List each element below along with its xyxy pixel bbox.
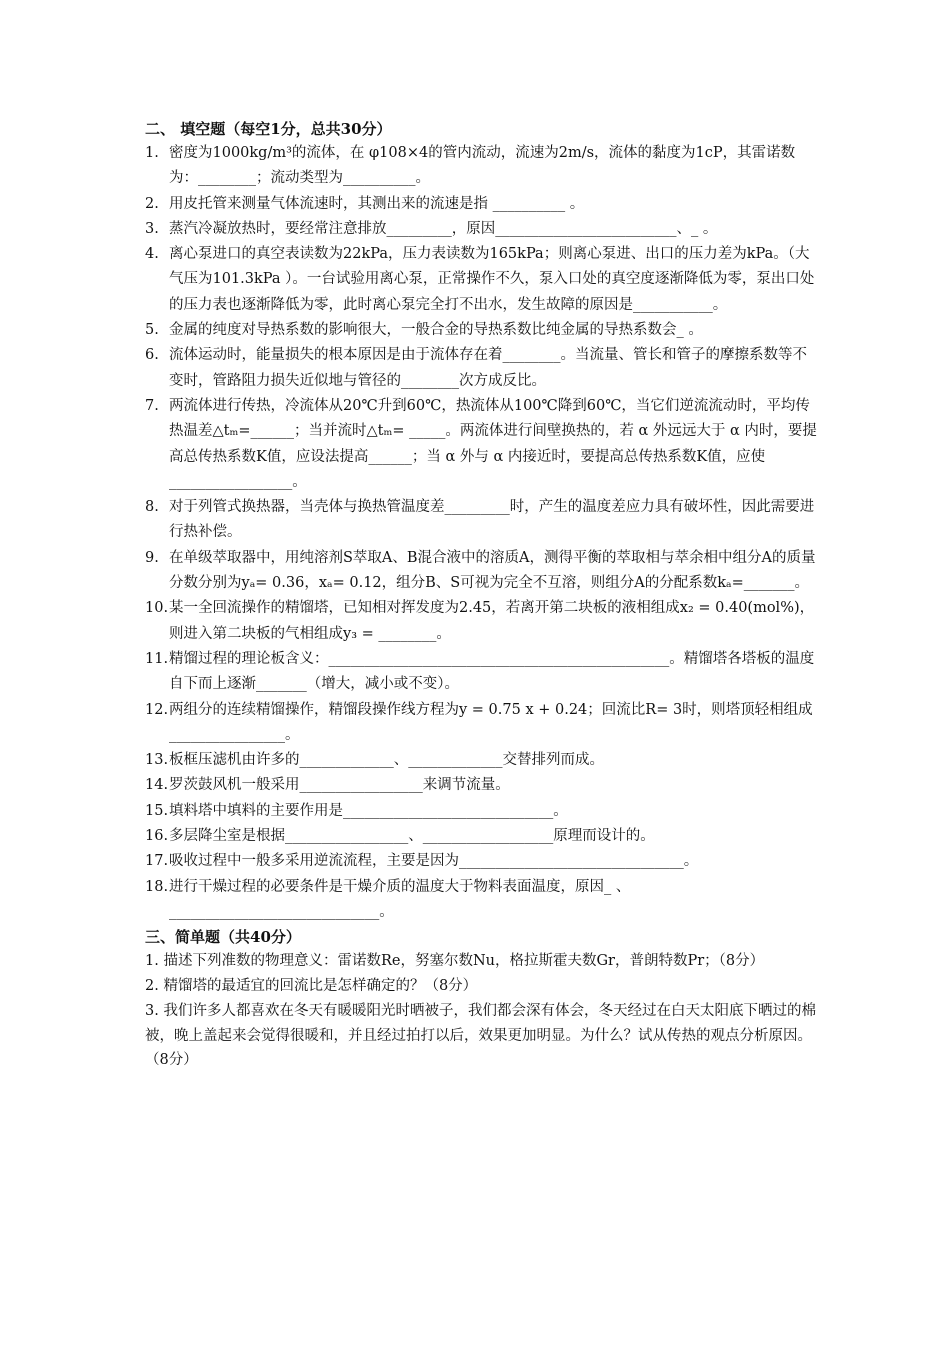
exam-page	[145, 117, 817, 1073]
fill-in-list	[145, 141, 817, 925]
short-answer-list	[145, 949, 817, 1073]
question-text: 罗茨鼓风机一般采用_________________来调节流量。	[169, 777, 510, 794]
section-2-title: 二、 填空题（每空1分，总共30分）	[145, 120, 392, 138]
question-item	[145, 546, 817, 597]
question-item	[145, 596, 817, 647]
question-item	[145, 773, 817, 798]
question-text: 金属的纯度对导热系数的影响很大，一般合金的导热系数比纯金属的导热系数会_ 。	[169, 322, 703, 339]
question-text: 两流体进行传热，冷流体从20℃升到60℃，热流体从100℃降到60℃，当它们逆流流动时，平均传热温差△tₘ=______；当并流时△tₘ= _____。两流体进行间壁换热的，若 α 外远远大于 α 内时，要提高总传热系数K值，应设法提高______；当 α 外与 α 内接近时，要提高总传热系数K值，应使_________________。	[169, 397, 817, 490]
question-text: 板框压滤机由许多的_____________、_____________交替排列而成。	[169, 752, 604, 769]
question-number: 18.	[145, 878, 169, 895]
question-number: 1.	[145, 145, 159, 161]
question-item	[145, 192, 817, 217]
question-item	[145, 748, 817, 773]
question-number: 12.	[145, 701, 169, 718]
question-text: 两组分的连续精馏操作，精馏段操作线方程为y = 0.75 x + 0.24；回流比R= 3时，则塔顶轻相组成________________。	[169, 701, 813, 743]
question-text: 离心泵进口的真空表读数为22kPa，压力表读数为165kPa；则离心泵进、出口的压力差为kPa。（大气压为101.3kPa ）。一台试验用离心泵，正常操作不久，泵入口处的真空度逐渐降低为零，泵出口处的压力表也逐渐降低为零，此时离心泵完全打不出水，发生故障的原因是___________。	[169, 246, 815, 313]
question-item	[145, 141, 817, 192]
question-item	[145, 318, 817, 343]
question-number: 14.	[145, 777, 169, 794]
short-answer-question: 2. 精馏塔的最适宜的回流比是怎样确定的？（8分）	[145, 978, 478, 994]
question-item	[145, 343, 817, 394]
question-number: 8.	[145, 499, 159, 516]
question-text: 流体运动时，能量损失的根本原因是由于流体存在着________。当流量、管长和管子的摩擦系数等不变时，管路阻力损失近似地与管径的________次方成反比。	[169, 347, 807, 389]
question-text: 填料塔中填料的主要作用是_____________________________。	[169, 802, 568, 819]
question-number: 15.	[145, 802, 169, 819]
section-3-title: 三、简单题（共40分）	[145, 928, 301, 947]
question-number: 3.	[145, 220, 159, 237]
question-number: 10.	[145, 600, 169, 617]
question-item	[145, 698, 817, 749]
question-item	[145, 824, 817, 849]
short-answer-question: 1. 描述下列准数的物理意义：雷诺数Re，努塞尔数Nu，格拉斯霍夫数Gr，普朗特数Pr；（8分）	[145, 953, 765, 970]
question-number: 7.	[145, 397, 159, 414]
question-number: 9.	[145, 549, 159, 566]
question-text: 多层降尘室是根据_________________、__________________原理而设计的。	[169, 828, 655, 845]
question-item	[145, 242, 817, 318]
question-number: 11.	[145, 650, 169, 667]
question-text: 密度为1000kg/m³的流体，在 φ108×4的管内流动，流速为2m/s，流体的黏度为1cP，其雷诺数为：________；流动类型为__________。	[169, 145, 796, 187]
question-text: 在单级萃取器中，用纯溶剂S萃取A、B混合液中的溶质A，测得平衡的萃取相与萃余相中组分A的质量分数分别为yₐ= 0.36，xₐ= 0.12，组分B、S可视为完全不互溶，则组分A的分配系数kₐ=_______。	[169, 549, 816, 592]
question-number: 4.	[145, 246, 159, 263]
question-item	[145, 394, 817, 495]
question-number: 16.	[145, 828, 169, 845]
question-item	[145, 875, 817, 926]
question-text: 对于列管式换热器，当壳体与换热管温度差_________时，产生的温度差应力具有破坏性，因此需要进行热补偿。	[169, 499, 815, 541]
question-item	[145, 495, 817, 546]
question-item	[145, 849, 817, 874]
short-answer-question: 3. 我们许多人都喜欢在冬天有暖暖阳光时晒被子，我们都会深有体会，冬天经过在白天太阳底下晒过的棉被，晚上盖起来会觉得很暖和，并且经过拍打以后，效果更加明显。为什么？试从传热的观点分析原因。（8分）	[145, 1002, 816, 1069]
question-number: 5.	[145, 322, 159, 339]
question-text: 蒸汽冷凝放热时，要经常注意排放_________，原因_________________________、_ 。	[169, 220, 718, 237]
question-item	[145, 647, 817, 698]
question-number: 2.	[145, 195, 159, 212]
question-item	[145, 217, 817, 242]
question-text: 精馏过程的理论板含义：_______________________________________________。精馏塔各塔板的温度自下而上逐渐_______（增大，减小或不变）。	[169, 650, 815, 693]
question-number: 6.	[145, 347, 159, 364]
question-number: 17.	[145, 853, 169, 870]
question-text: 某一全回流操作的精馏塔，已知相对挥发度为2.45，若离开第二块板的液相组成x₂ = 0.40(mol%)，则进入第二块板的气相组成y₃ = ________。	[169, 600, 815, 642]
question-text: 进行干燥过程的必要条件是干燥介质的温度大于物料表面温度，原因_ 、 _____________________________。	[169, 878, 631, 920]
question-number: 13.	[145, 752, 169, 769]
question-text: 吸收过程中一般多采用逆流流程，主要是因为_______________________________。	[169, 853, 699, 870]
question-item	[145, 799, 817, 824]
question-text: 用皮托管来测量气体流速时，其测出来的流速是指 __________ 。	[169, 195, 585, 212]
